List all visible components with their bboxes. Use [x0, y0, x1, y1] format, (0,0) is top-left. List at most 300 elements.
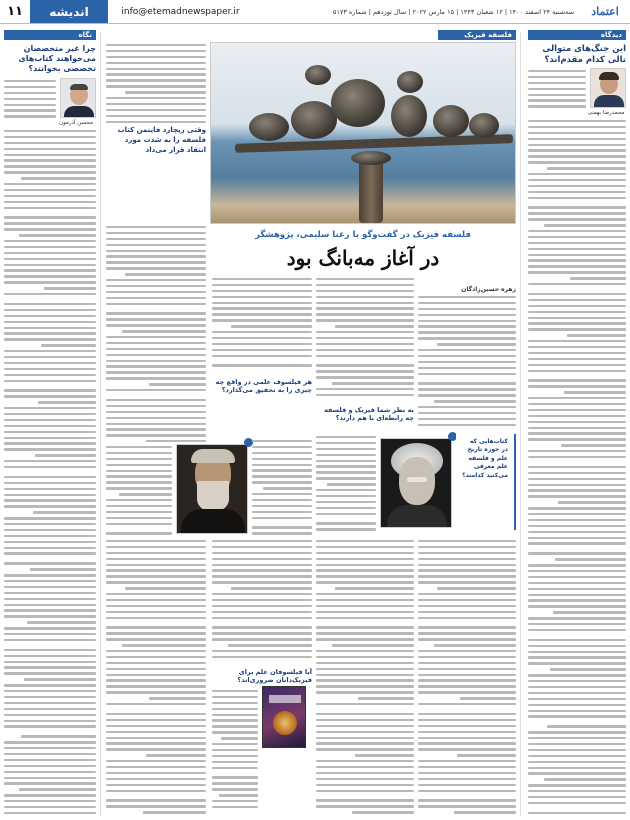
text-line — [528, 179, 626, 181]
text-line — [528, 645, 626, 647]
text-line — [528, 346, 626, 348]
text-line — [4, 574, 96, 576]
text-line — [4, 165, 96, 167]
text-line — [528, 767, 626, 769]
column-divider — [520, 32, 521, 816]
column-divider — [100, 32, 101, 816]
text-line — [528, 144, 626, 146]
text-line — [528, 796, 626, 798]
text-line — [528, 656, 626, 658]
text-line — [4, 264, 96, 266]
text-line — [418, 725, 516, 727]
text-line — [547, 167, 626, 169]
text-line — [4, 448, 96, 450]
text-line — [418, 355, 516, 357]
text-line — [316, 307, 414, 309]
text-line — [418, 575, 516, 577]
text-line — [418, 581, 516, 583]
text-line — [332, 644, 414, 646]
main-body-col-2 — [316, 278, 414, 402]
text-line — [434, 644, 516, 646]
text-line — [528, 456, 626, 458]
text-line — [231, 587, 312, 589]
text-line — [106, 626, 206, 628]
text-line — [418, 650, 516, 652]
text-line — [4, 258, 96, 260]
text-line — [528, 155, 626, 157]
text-line — [418, 325, 516, 327]
text-line — [4, 315, 96, 317]
text-line — [4, 154, 96, 156]
text-line — [106, 632, 206, 634]
text-line — [106, 505, 172, 507]
text-line — [106, 371, 206, 373]
text-line — [316, 719, 414, 721]
text-line — [528, 710, 626, 712]
text-line — [316, 766, 414, 768]
main-subhead: فلسفه فیزیک در گفت‌وگو با رعنا سلیمی، پژوهشگر — [255, 230, 471, 240]
text-line — [106, 581, 206, 583]
text-line — [316, 662, 414, 664]
text-line — [528, 379, 626, 381]
text-line — [558, 501, 626, 503]
text-line — [316, 355, 414, 357]
text-line — [528, 525, 626, 527]
text-line — [106, 772, 206, 774]
text-line — [106, 360, 206, 362]
text-line — [528, 385, 626, 387]
text-line — [332, 382, 414, 384]
text-line — [528, 161, 626, 163]
text-line — [106, 737, 206, 739]
text-line — [418, 320, 516, 322]
text-line — [528, 582, 626, 584]
text-line — [528, 120, 626, 122]
text-line — [316, 343, 414, 345]
text-line — [149, 383, 206, 385]
text-line — [106, 267, 206, 269]
text-line — [125, 273, 206, 275]
text-line — [528, 230, 626, 232]
text-line — [106, 748, 206, 750]
text-line — [4, 747, 96, 749]
text-line — [4, 753, 96, 755]
text-line — [4, 627, 96, 629]
text-line — [106, 354, 206, 356]
text-line — [418, 349, 516, 351]
text-line — [106, 250, 206, 252]
text-line — [418, 406, 516, 408]
text-line — [316, 742, 414, 744]
text-line — [106, 569, 206, 571]
text-line — [528, 686, 626, 688]
text-line — [4, 362, 96, 364]
text-line — [212, 313, 312, 315]
text-line — [212, 569, 312, 571]
left-author-name: محسن آذرمون — [59, 120, 93, 126]
text-line — [528, 617, 626, 619]
text-line — [418, 679, 516, 681]
text-line — [106, 742, 206, 744]
text-line — [4, 407, 96, 409]
text-line — [418, 599, 516, 601]
text-line — [564, 391, 626, 393]
text-line — [528, 537, 626, 539]
text-line — [316, 290, 414, 292]
text-line — [418, 412, 516, 414]
text-line — [106, 115, 206, 117]
text-line — [212, 731, 258, 733]
text-line — [4, 615, 96, 617]
text-line — [143, 811, 206, 813]
text-line — [106, 499, 172, 501]
text-line — [106, 713, 206, 715]
text-line — [212, 725, 258, 727]
main-question-1: به نظر شما فیزیک و فلسفه چه رابطه‌ای با هم دارند؟ — [324, 406, 414, 423]
text-line — [4, 517, 96, 519]
text-line — [528, 802, 626, 804]
text-line — [418, 737, 516, 739]
main-body-col-12 — [212, 690, 258, 816]
text-line — [528, 639, 626, 641]
text-line — [106, 511, 172, 513]
text-line — [418, 662, 516, 664]
text-line — [316, 713, 414, 715]
text-line — [528, 599, 626, 601]
text-line — [4, 476, 96, 478]
text-line — [528, 132, 626, 134]
text-line — [212, 702, 258, 704]
text-line — [418, 418, 516, 420]
text-line — [418, 674, 516, 676]
text-line — [418, 799, 516, 801]
photo-galileo — [176, 444, 248, 534]
text-line — [528, 271, 626, 273]
text-line — [418, 605, 516, 607]
text-line — [106, 121, 206, 123]
text-line — [106, 238, 206, 240]
text-line — [316, 650, 414, 652]
text-line — [4, 269, 96, 271]
text-line — [228, 644, 312, 646]
text-line — [528, 472, 626, 474]
text-line — [316, 799, 414, 801]
text-line — [528, 415, 626, 417]
text-line — [555, 558, 626, 560]
text-line — [528, 489, 626, 491]
text-line — [106, 731, 206, 733]
text-line — [4, 639, 96, 641]
text-line — [212, 307, 312, 309]
text-line — [418, 302, 516, 304]
text-line — [316, 760, 414, 762]
text-line — [252, 526, 312, 528]
text-line — [528, 352, 626, 354]
text-line — [418, 552, 516, 554]
text-line — [212, 755, 258, 757]
text-line — [418, 367, 516, 369]
text-line — [106, 279, 206, 281]
text-line — [4, 338, 96, 340]
text-line — [212, 296, 312, 298]
text-line — [252, 440, 312, 442]
text-line — [106, 766, 206, 768]
text-line — [106, 255, 206, 257]
text-line — [252, 469, 312, 471]
text-line — [418, 388, 516, 390]
text-line — [316, 731, 414, 733]
right-body-text-lower — [528, 120, 626, 814]
text-line — [106, 405, 206, 407]
text-line — [4, 794, 96, 796]
text-line — [316, 376, 414, 378]
text-line — [4, 482, 96, 484]
text-line — [528, 519, 626, 521]
text-line — [528, 570, 626, 572]
text-line — [212, 708, 258, 710]
text-line — [528, 466, 626, 468]
text-line — [316, 605, 414, 607]
text-line — [316, 564, 414, 566]
text-line — [106, 232, 206, 234]
text-line — [106, 552, 206, 554]
text-line — [212, 546, 312, 548]
section-title: اندیشه — [30, 0, 108, 23]
text-line — [316, 703, 414, 705]
text-line — [212, 632, 312, 634]
text-line — [212, 575, 312, 577]
text-line — [212, 364, 312, 366]
text-line — [528, 438, 626, 440]
text-line — [106, 411, 206, 413]
left-headline: چرا غیر متخصصان می‌خواهند کتاب‌های تخصصی بخوانند؟ — [18, 44, 96, 73]
text-line — [528, 185, 626, 187]
text-line — [4, 460, 96, 462]
text-line — [316, 737, 414, 739]
text-line — [316, 319, 414, 321]
text-line — [106, 365, 206, 367]
text-line — [528, 507, 626, 509]
text-line — [418, 766, 516, 768]
text-line — [528, 421, 626, 423]
text-line — [212, 690, 258, 692]
text-line — [418, 540, 516, 542]
newspaper-logo: اعتماد — [591, 5, 619, 18]
text-line — [19, 234, 96, 236]
text-line — [106, 799, 206, 801]
text-line — [544, 778, 626, 780]
text-line — [528, 149, 626, 151]
text-line — [212, 581, 312, 583]
text-line — [528, 397, 626, 399]
text-line — [528, 531, 626, 533]
text-line — [4, 195, 96, 197]
text-line — [106, 605, 206, 607]
text-line — [4, 714, 96, 716]
text-line — [252, 499, 312, 501]
text-line — [4, 425, 96, 427]
text-line — [106, 458, 172, 460]
text-line — [212, 638, 312, 640]
text-line — [4, 494, 96, 496]
left-section-label: نگاه — [4, 30, 96, 40]
text-line — [122, 644, 206, 646]
text-line — [106, 244, 206, 246]
text-line — [418, 632, 516, 634]
text-line — [106, 109, 206, 111]
text-line — [418, 748, 516, 750]
text-line — [4, 666, 96, 668]
main-body-col-6 — [252, 440, 312, 536]
text-line — [316, 528, 376, 530]
text-line — [316, 772, 414, 774]
text-line — [316, 442, 376, 444]
text-line — [106, 56, 206, 58]
text-line — [528, 623, 626, 625]
text-line — [106, 475, 172, 477]
text-line — [316, 278, 414, 280]
text-line — [528, 495, 626, 497]
text-line — [316, 617, 414, 619]
text-line — [528, 552, 626, 554]
right-author-name: محمدرضا بهمنی — [587, 110, 625, 116]
text-line — [316, 296, 414, 298]
text-line — [4, 189, 96, 191]
text-line — [4, 690, 96, 692]
text-line — [316, 477, 376, 479]
text-line — [528, 173, 626, 175]
left-body-text-lower — [4, 130, 96, 814]
right-headline: این جنگ‌های متوالی تالی کدام مقدم‌اند؟ — [542, 44, 626, 65]
pull-quote-box: کتاب‌هایی که در حوزه تاریخ علم و فلسفه علم معرفی می‌کنید کدامند؟ — [456, 434, 516, 530]
text-line — [418, 790, 516, 792]
text-line — [316, 540, 414, 542]
text-line — [553, 611, 627, 613]
text-line — [316, 790, 414, 792]
text-line — [212, 714, 258, 716]
text-line — [418, 611, 516, 613]
text-line — [4, 488, 96, 490]
text-line — [4, 222, 96, 224]
text-line — [316, 679, 414, 681]
text-line — [106, 703, 206, 705]
text-line — [528, 197, 626, 199]
text-line — [212, 552, 312, 554]
text-line — [528, 432, 626, 434]
text-line — [106, 44, 206, 46]
text-line — [528, 755, 626, 757]
text-line — [528, 259, 626, 261]
text-line — [212, 319, 312, 321]
text-line — [316, 656, 414, 658]
text-line — [212, 696, 258, 698]
date-line: سه‌شنبه ۲۴ اسفند ۱۴۰۰ | ۱۲ شعبان ۱۴۴۳ | ۱۵ مارس ۲۰۲۲ | سال نوزدهم | شماره ۵۱۷۳ — [332, 7, 574, 16]
text-line — [316, 313, 414, 315]
text-line — [316, 489, 376, 491]
text-line — [418, 719, 516, 721]
text-line — [212, 719, 258, 721]
text-line — [212, 611, 312, 613]
text-line — [4, 702, 96, 704]
text-line — [4, 592, 96, 594]
text-line — [418, 558, 516, 560]
text-line — [418, 394, 516, 396]
text-line — [106, 668, 206, 670]
text-line — [316, 471, 376, 473]
text-line — [528, 248, 626, 250]
text-line — [528, 651, 626, 653]
text-line — [316, 302, 414, 304]
text-line — [418, 308, 516, 310]
text-line — [316, 599, 414, 601]
main-byline: زهره حسین‌زادگان — [461, 286, 516, 293]
text-line — [27, 621, 96, 623]
text-line — [4, 216, 96, 218]
text-line — [122, 330, 206, 332]
text-line — [35, 454, 96, 456]
text-line — [316, 501, 376, 503]
text-line — [212, 776, 258, 778]
text-line — [457, 754, 516, 756]
text-line — [252, 446, 312, 448]
text-line — [212, 290, 312, 292]
text-line — [316, 581, 414, 583]
text-line — [418, 424, 516, 426]
main-intro-heading: وقتی ریچارد فاینمن کتاب فلسفه را به شدت مورد انتقاد قرار می‌داد — [106, 124, 206, 157]
text-line — [316, 552, 414, 554]
text-line — [19, 788, 96, 790]
text-line — [528, 743, 626, 745]
text-line — [106, 558, 206, 560]
text-line — [316, 454, 376, 456]
text-line — [528, 293, 626, 295]
text-line — [106, 470, 172, 472]
text-line — [4, 649, 96, 651]
text-line — [352, 811, 414, 813]
text-line — [106, 790, 206, 792]
text-line — [418, 760, 516, 762]
text-line — [316, 388, 414, 390]
text-line — [212, 331, 312, 333]
text-line — [4, 800, 96, 802]
text-line — [418, 772, 516, 774]
text-line — [212, 617, 312, 619]
text-line — [106, 336, 206, 338]
text-line — [212, 806, 258, 808]
text-line — [418, 691, 516, 693]
text-line — [106, 79, 206, 81]
text-line — [212, 800, 258, 802]
text-line — [252, 481, 312, 483]
text-line — [528, 322, 626, 324]
text-line — [212, 749, 258, 751]
text-line — [4, 142, 96, 144]
text-line — [212, 284, 312, 286]
text-line — [4, 598, 96, 600]
text-line — [212, 782, 258, 784]
text-line — [4, 661, 96, 663]
email-address[interactable]: info@etemadnewspaper.ir — [121, 6, 240, 17]
text-line — [30, 568, 96, 570]
text-line — [528, 265, 626, 267]
text-line — [4, 782, 96, 784]
right-section-label: دیدگاه — [528, 30, 626, 40]
text-line — [4, 419, 96, 421]
text-line — [106, 428, 206, 430]
main-body-col-11 — [106, 540, 206, 816]
text-line — [528, 126, 626, 128]
text-line — [316, 611, 414, 613]
